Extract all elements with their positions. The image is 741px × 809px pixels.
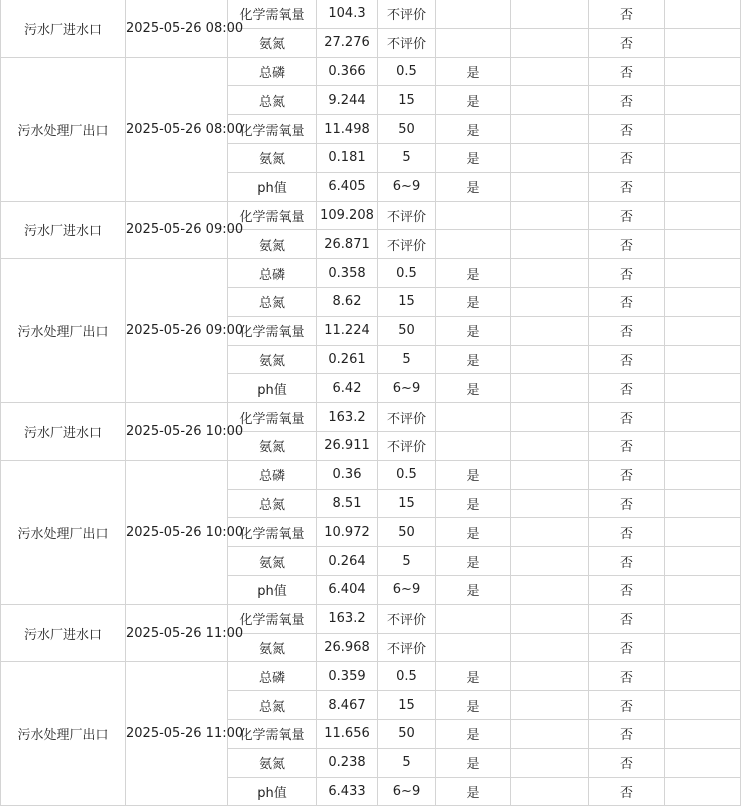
standard-limit-cell: 15	[378, 489, 436, 518]
standard-limit-cell: 50	[378, 316, 436, 345]
measured-value-cell: 6.405	[317, 172, 378, 201]
measured-value-cell: 0.264	[317, 547, 378, 576]
standard-limit-cell: 6~9	[378, 374, 436, 403]
compliant-cell: 是	[436, 748, 511, 777]
blank-cell	[511, 431, 589, 460]
blank-cell	[665, 287, 741, 316]
blank-cell	[511, 201, 589, 230]
exceeded-cell: 否	[589, 57, 665, 86]
measured-value-cell: 0.358	[317, 259, 378, 288]
blank-cell	[511, 57, 589, 86]
site-name-cell: 污水处理厂出口	[1, 57, 126, 201]
measured-value-cell: 8.51	[317, 489, 378, 518]
pollutant-item-cell: 化学需氧量	[228, 403, 317, 432]
compliant-cell	[436, 633, 511, 662]
standard-limit-cell: 不评价	[378, 0, 436, 28]
pollutant-item-cell: 化学需氧量	[228, 0, 317, 28]
standard-limit-cell: 0.5	[378, 57, 436, 86]
pollutant-item-cell: 氨氮	[228, 431, 317, 460]
blank-cell	[665, 115, 741, 144]
exceeded-cell: 否	[589, 719, 665, 748]
measured-value-cell: 27.276	[317, 28, 378, 57]
exceeded-cell: 否	[589, 431, 665, 460]
measured-value-cell: 26.871	[317, 230, 378, 259]
blank-cell	[665, 316, 741, 345]
blank-cell	[511, 316, 589, 345]
exceeded-cell: 否	[589, 115, 665, 144]
compliant-cell	[436, 403, 511, 432]
standard-limit-cell: 50	[378, 115, 436, 144]
compliant-cell: 是	[436, 86, 511, 115]
measured-value-cell: 0.366	[317, 57, 378, 86]
blank-cell	[665, 259, 741, 288]
pollutant-item-cell: 总磷	[228, 57, 317, 86]
table-row	[1, 662, 741, 691]
exceeded-cell: 否	[589, 0, 665, 28]
blank-cell	[665, 575, 741, 604]
monitor-time-cell: 2025-05-26 11:00	[126, 662, 228, 806]
site-name-cell: 污水厂进水口	[1, 403, 126, 461]
pollutant-item-cell: ph值	[228, 374, 317, 403]
exceeded-cell: 否	[589, 86, 665, 115]
measured-value-cell: 163.2	[317, 604, 378, 633]
exceeded-cell: 否	[589, 575, 665, 604]
compliant-cell: 是	[436, 691, 511, 720]
standard-limit-cell: 5	[378, 547, 436, 576]
standard-limit-cell: 不评价	[378, 633, 436, 662]
blank-cell	[665, 748, 741, 777]
blank-cell	[665, 28, 741, 57]
pollutant-item-cell: 氨氮	[228, 143, 317, 172]
exceeded-cell: 否	[589, 489, 665, 518]
exceeded-cell: 否	[589, 143, 665, 172]
exceeded-cell: 否	[589, 172, 665, 201]
pollutant-item-cell: 化学需氧量	[228, 518, 317, 547]
pollutant-item-cell: 总氮	[228, 489, 317, 518]
exceeded-cell: 否	[589, 403, 665, 432]
measured-value-cell: 11.498	[317, 115, 378, 144]
exceeded-cell: 否	[589, 374, 665, 403]
measured-value-cell: 6.404	[317, 575, 378, 604]
standard-limit-cell: 不评价	[378, 604, 436, 633]
blank-cell	[511, 143, 589, 172]
exceeded-cell: 否	[589, 460, 665, 489]
compliant-cell: 是	[436, 460, 511, 489]
measured-value-cell: 163.2	[317, 403, 378, 432]
compliant-cell	[436, 604, 511, 633]
site-name-cell: 污水处理厂出口	[1, 662, 126, 806]
standard-limit-cell: 0.5	[378, 460, 436, 489]
exceeded-cell: 否	[589, 230, 665, 259]
monitor-time-cell: 2025-05-26 08:00	[126, 57, 228, 201]
measured-value-cell: 109.208	[317, 201, 378, 230]
compliant-cell: 是	[436, 143, 511, 172]
compliant-cell: 是	[436, 719, 511, 748]
table-body	[1, 0, 741, 806]
blank-cell	[511, 172, 589, 201]
blank-cell	[511, 259, 589, 288]
blank-cell	[511, 374, 589, 403]
compliant-cell	[436, 230, 511, 259]
monitor-time-cell: 2025-05-26 10:00	[126, 403, 228, 461]
blank-cell	[665, 143, 741, 172]
pollutant-item-cell: 氨氮	[228, 28, 317, 57]
measured-value-cell: 26.911	[317, 431, 378, 460]
measured-value-cell: 26.968	[317, 633, 378, 662]
blank-cell	[511, 575, 589, 604]
standard-limit-cell: 6~9	[378, 777, 436, 806]
standard-limit-cell: 6~9	[378, 172, 436, 201]
monitor-time-cell: 2025-05-26 09:00	[126, 259, 228, 403]
pollutant-item-cell: 氨氮	[228, 547, 317, 576]
blank-cell	[511, 115, 589, 144]
standard-limit-cell: 0.5	[378, 259, 436, 288]
exceeded-cell: 否	[589, 28, 665, 57]
standard-limit-cell: 不评价	[378, 230, 436, 259]
measured-value-cell: 8.62	[317, 287, 378, 316]
site-name-cell: 污水处理厂出口	[1, 460, 126, 604]
blank-cell	[665, 172, 741, 201]
measured-value-cell: 9.244	[317, 86, 378, 115]
standard-limit-cell: 不评价	[378, 201, 436, 230]
blank-cell	[511, 691, 589, 720]
pollutant-item-cell: 总磷	[228, 662, 317, 691]
blank-cell	[511, 633, 589, 662]
standard-limit-cell: 不评价	[378, 28, 436, 57]
exceeded-cell: 否	[589, 518, 665, 547]
exceeded-cell: 否	[589, 604, 665, 633]
standard-limit-cell: 15	[378, 691, 436, 720]
compliant-cell: 是	[436, 57, 511, 86]
site-name-cell: 污水厂进水口	[1, 604, 126, 662]
table-row	[1, 460, 741, 489]
blank-cell	[511, 287, 589, 316]
compliant-cell: 是	[436, 115, 511, 144]
blank-cell	[665, 0, 741, 28]
table-row	[1, 0, 741, 28]
pollutant-item-cell: 化学需氧量	[228, 115, 317, 144]
compliant-cell	[436, 431, 511, 460]
compliant-cell: 是	[436, 374, 511, 403]
exceeded-cell: 否	[589, 691, 665, 720]
standard-limit-cell: 50	[378, 719, 436, 748]
measured-value-cell: 11.224	[317, 316, 378, 345]
exceeded-cell: 否	[589, 316, 665, 345]
blank-cell	[665, 662, 741, 691]
table-row	[1, 403, 741, 432]
compliant-cell: 是	[436, 518, 511, 547]
pollutant-item-cell: 总磷	[228, 460, 317, 489]
measured-value-cell: 0.238	[317, 748, 378, 777]
monitor-time-cell: 2025-05-26 08:00	[126, 0, 228, 57]
blank-cell	[665, 86, 741, 115]
blank-cell	[665, 460, 741, 489]
blank-cell	[665, 604, 741, 633]
standard-limit-cell: 5	[378, 143, 436, 172]
measured-value-cell: 11.656	[317, 719, 378, 748]
compliant-cell	[436, 0, 511, 28]
blank-cell	[665, 489, 741, 518]
blank-cell	[665, 691, 741, 720]
blank-cell	[511, 489, 589, 518]
measured-value-cell: 104.3	[317, 0, 378, 28]
pollutant-item-cell: 氨氮	[228, 230, 317, 259]
measured-value-cell: 0.181	[317, 143, 378, 172]
pollutant-item-cell: 总磷	[228, 259, 317, 288]
measured-value-cell: 0.261	[317, 345, 378, 374]
measured-value-cell: 10.972	[317, 518, 378, 547]
blank-cell	[665, 633, 741, 662]
standard-limit-cell: 5	[378, 748, 436, 777]
blank-cell	[511, 230, 589, 259]
blank-cell	[511, 460, 589, 489]
measured-value-cell: 6.42	[317, 374, 378, 403]
compliant-cell: 是	[436, 345, 511, 374]
pollutant-item-cell: ph值	[228, 172, 317, 201]
site-name-cell: 污水厂进水口	[1, 0, 126, 57]
blank-cell	[665, 57, 741, 86]
blank-cell	[665, 431, 741, 460]
measured-value-cell: 0.359	[317, 662, 378, 691]
pollutant-item-cell: 化学需氧量	[228, 201, 317, 230]
table-row	[1, 201, 741, 230]
standard-limit-cell: 50	[378, 518, 436, 547]
blank-cell	[665, 403, 741, 432]
compliant-cell: 是	[436, 662, 511, 691]
pollutant-item-cell: 总氮	[228, 287, 317, 316]
exceeded-cell: 否	[589, 662, 665, 691]
blank-cell	[511, 777, 589, 806]
monitor-time-cell: 2025-05-26 09:00	[126, 201, 228, 259]
blank-cell	[511, 28, 589, 57]
blank-cell	[511, 403, 589, 432]
blank-cell	[511, 604, 589, 633]
blank-cell	[665, 777, 741, 806]
table-row	[1, 259, 741, 288]
pollutant-item-cell: ph值	[228, 575, 317, 604]
standard-limit-cell: 6~9	[378, 575, 436, 604]
compliant-cell	[436, 28, 511, 57]
measured-value-cell: 8.467	[317, 691, 378, 720]
standard-limit-cell: 0.5	[378, 662, 436, 691]
blank-cell	[665, 201, 741, 230]
pollutant-item-cell: 氨氮	[228, 633, 317, 662]
compliant-cell: 是	[436, 547, 511, 576]
blank-cell	[665, 518, 741, 547]
exceeded-cell: 否	[589, 777, 665, 806]
blank-cell	[511, 345, 589, 374]
site-name-cell: 污水处理厂出口	[1, 259, 126, 403]
compliant-cell: 是	[436, 489, 511, 518]
compliant-cell: 是	[436, 172, 511, 201]
monitor-time-cell: 2025-05-26 11:00	[126, 604, 228, 662]
site-name-cell: 污水厂进水口	[1, 201, 126, 259]
pollutant-item-cell: 氨氮	[228, 345, 317, 374]
blank-cell	[511, 86, 589, 115]
measured-value-cell: 0.36	[317, 460, 378, 489]
pollutant-item-cell: 氨氮	[228, 748, 317, 777]
standard-limit-cell: 15	[378, 86, 436, 115]
pollutant-item-cell: 总氮	[228, 691, 317, 720]
pollutant-item-cell: 化学需氧量	[228, 604, 317, 633]
blank-cell	[511, 518, 589, 547]
monitor-time-cell: 2025-05-26 10:00	[126, 460, 228, 604]
exceeded-cell: 否	[589, 547, 665, 576]
standard-limit-cell: 15	[378, 287, 436, 316]
pollutant-item-cell: 总氮	[228, 86, 317, 115]
standard-limit-cell: 不评价	[378, 431, 436, 460]
standard-limit-cell: 不评价	[378, 403, 436, 432]
compliant-cell: 是	[436, 777, 511, 806]
blank-cell	[665, 345, 741, 374]
pollutant-item-cell: ph值	[228, 777, 317, 806]
blank-cell	[665, 230, 741, 259]
compliant-cell: 是	[436, 575, 511, 604]
exceeded-cell: 否	[589, 287, 665, 316]
pollutant-item-cell: 化学需氧量	[228, 719, 317, 748]
compliant-cell: 是	[436, 259, 511, 288]
exceeded-cell: 否	[589, 345, 665, 374]
exceeded-cell: 否	[589, 201, 665, 230]
standard-limit-cell: 5	[378, 345, 436, 374]
compliant-cell	[436, 201, 511, 230]
compliant-cell: 是	[436, 287, 511, 316]
exceeded-cell: 否	[589, 633, 665, 662]
blank-cell	[665, 547, 741, 576]
exceeded-cell: 否	[589, 259, 665, 288]
table-row	[1, 57, 741, 86]
pollutant-item-cell: 化学需氧量	[228, 316, 317, 345]
exceeded-cell: 否	[589, 748, 665, 777]
blank-cell	[511, 547, 589, 576]
blank-cell	[511, 662, 589, 691]
measured-value-cell: 6.433	[317, 777, 378, 806]
table-row	[1, 604, 741, 633]
blank-cell	[511, 748, 589, 777]
blank-cell	[511, 719, 589, 748]
blank-cell	[665, 719, 741, 748]
blank-cell	[511, 0, 589, 28]
blank-cell	[665, 374, 741, 403]
compliant-cell: 是	[436, 316, 511, 345]
